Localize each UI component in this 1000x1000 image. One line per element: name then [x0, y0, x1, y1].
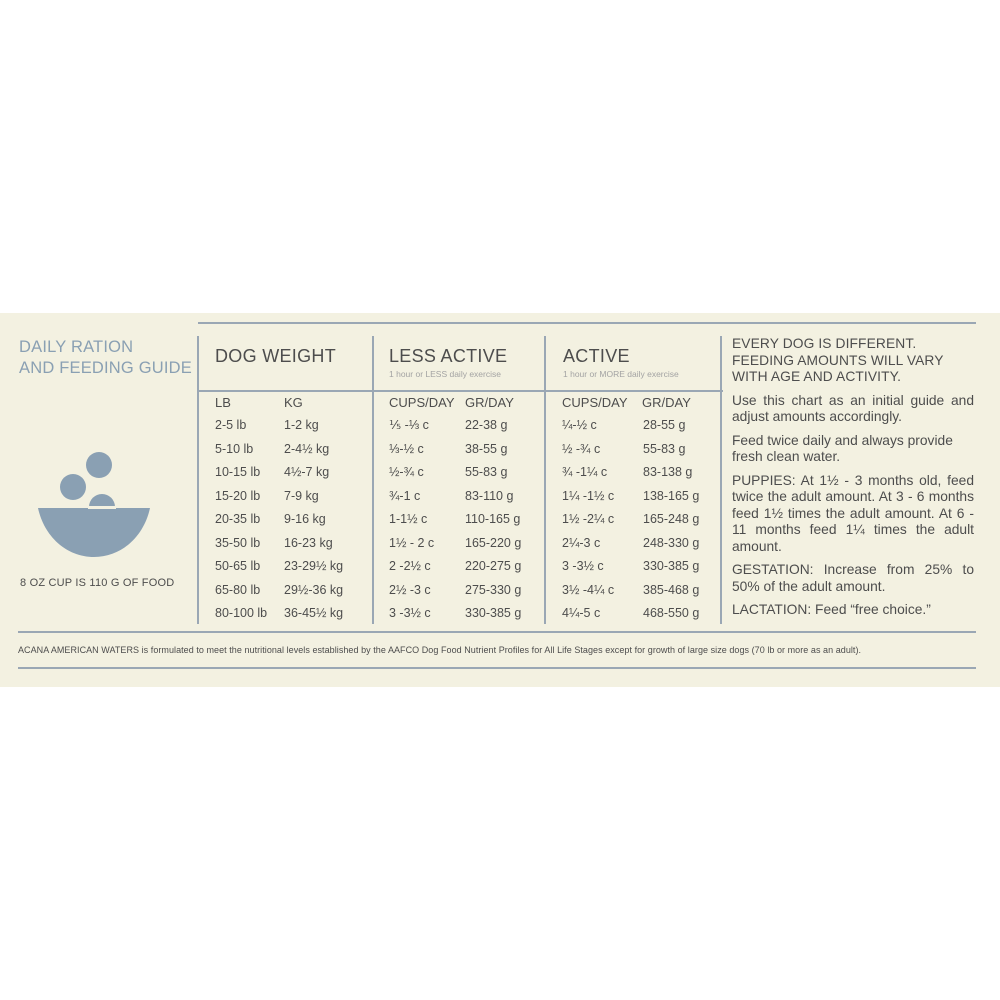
footnote: ACANA AMERICAN WATERS is formulated to meet the nutritional levels established by the AAFCO Dog Food Nutrient Profiles for All Life Stages except for growth of large size dogs (70 lb or more as an adult). — [18, 645, 862, 655]
lb-cell: 80-100 lb — [215, 606, 268, 620]
notes-puppies: PUPPIES: At 1½ - 3 months old, feed twice the adult amount. At 3 - 6 months feed 1½ times the adult amount. At 6 - 11 months feed 1¼ times the adult amount. — [732, 472, 974, 554]
bottom-rule — [18, 631, 976, 633]
less-active-heading: LESS ACTIVE — [389, 346, 508, 366]
active-cups-cell: ½ -¾ c — [562, 441, 601, 456]
kg-cell: 9-16 kg — [284, 512, 326, 526]
kg-cell: 4½-7 kg — [284, 465, 330, 479]
kg-cell: 29½-36 kg — [284, 582, 344, 597]
lb-cell: 20-35 lb — [215, 512, 261, 526]
less-active-gr-cell: 165-220 g — [465, 535, 522, 550]
footer-rule — [18, 667, 976, 669]
active-gr-cell: 248-330 g — [643, 535, 700, 550]
less-active-cups-cell: 2 -2½ c — [389, 559, 431, 573]
less-active-gr-cell: 55-83 g — [465, 465, 508, 479]
table-row — [0, 508, 720, 532]
cup-note: 8 OZ CUP IS 110 G OF FOOD — [20, 577, 175, 589]
lb-cell: 35-50 lb — [215, 535, 261, 550]
kg-subheading: KG — [284, 395, 303, 410]
notes-gestation: GESTATION: Increase from 25% to 50% of the adult amount. — [732, 562, 974, 594]
top-rule — [198, 322, 976, 324]
active-gr-cell: 138-165 g — [643, 488, 700, 503]
active-subtitle: 1 hour or MORE daily exercise — [563, 369, 679, 379]
table-row — [0, 579, 720, 603]
table-row — [0, 602, 720, 626]
kg-cell: 1-2 kg — [284, 418, 319, 432]
less-active-cups-subheading: CUPS/DAY — [389, 395, 455, 410]
active-cups-cell: 3½ -4¼ c — [562, 582, 615, 597]
active-cups-cell: 4¼-5 c — [562, 606, 601, 620]
active-gr-cell: 55-83 g — [643, 441, 686, 456]
active-cups-cell: 2¼-3 c — [562, 535, 601, 550]
guide-title — [19, 337, 194, 379]
active-cups-cell: 3 -3½ c — [562, 559, 604, 573]
notes-initial-guide: Use this chart as an initial guide and adjust amounts accordingly. — [732, 392, 974, 424]
lb-cell: 2-5 lb — [215, 418, 247, 432]
lb-cell: 10-15 lb — [215, 465, 261, 479]
lb-cell: 5-10 lb — [215, 441, 254, 456]
lb-cell: 15-20 lb — [215, 488, 261, 503]
less-active-cups-cell: 1-1½ c — [389, 512, 428, 526]
active-heading: ACTIVE — [563, 346, 630, 366]
column-divider — [720, 336, 722, 624]
notes-header: EVERY DOG IS DIFFERENT. FEEDING AMOUNTS WILL VARY WITH AGE AND ACTIVITY. — [732, 336, 944, 384]
less-active-gr-cell: 330-385 g — [465, 606, 522, 620]
less-active-cups-cell: ¾-1 c — [389, 488, 421, 503]
less-active-cups-cell: 1½ - 2 c — [389, 535, 435, 550]
active-cups-cell: ¾ -1¼ c — [562, 465, 608, 479]
active-gr-cell: 468-550 g — [643, 606, 700, 620]
kg-cell: 2-4½ kg — [284, 441, 330, 456]
kg-cell: 36-45½ kg — [284, 606, 344, 620]
less-active-cups-cell: ½-¾ c — [389, 465, 424, 479]
less-active-gr-subheading: GR/DAY — [465, 395, 514, 410]
lb-subheading: LB — [215, 395, 231, 410]
less-active-cups-cell: ⅓-½ c — [389, 441, 424, 456]
table-row — [0, 438, 720, 462]
active-gr-cell: 165-248 g — [643, 512, 700, 526]
active-cups-cell: 1¼ -1½ c — [562, 488, 615, 503]
active-gr-cell: 28-55 g — [643, 418, 686, 432]
guide-title-line2: AND FEEDING GUIDE — [19, 359, 193, 377]
kg-cell: 23-29½ kg — [284, 559, 344, 573]
dog-weight-heading: DOG WEIGHT — [215, 346, 336, 366]
feeding-table — [0, 414, 720, 626]
table-row — [0, 532, 720, 556]
kg-cell: 7-9 kg — [284, 488, 319, 503]
active-cups-subheading: CUPS/DAY — [562, 395, 628, 410]
active-gr-cell: 385-468 g — [643, 582, 700, 597]
less-active-gr-cell: 110-165 g — [465, 512, 521, 526]
table-row — [0, 555, 720, 579]
less-active-gr-cell: 22-38 g — [465, 418, 508, 432]
active-gr-cell: 330-385 g — [643, 559, 700, 573]
table-row — [0, 414, 720, 438]
kg-cell: 16-23 kg — [284, 535, 333, 550]
feeding-notes — [732, 336, 974, 626]
guide-title-line1: DAILY RATION — [19, 338, 134, 356]
less-active-gr-cell: 83-110 g — [465, 488, 514, 503]
notes-lactation: LACTATION: Feed “free choice.” — [732, 602, 931, 617]
header-rule — [198, 390, 723, 392]
table-row — [0, 485, 720, 509]
active-gr-cell: 83-138 g — [643, 465, 693, 479]
lb-cell: 50-65 lb — [215, 559, 261, 573]
less-active-cups-cell: ⅕ -⅓ c — [389, 418, 429, 432]
less-active-subtitle: 1 hour or LESS daily exercise — [389, 369, 501, 379]
less-active-gr-cell: 275-330 g — [465, 582, 522, 597]
less-active-gr-cell: 220-275 g — [465, 559, 522, 573]
less-active-gr-cell: 38-55 g — [465, 441, 508, 456]
lb-cell: 65-80 lb — [215, 582, 261, 597]
active-cups-cell: 1½ -2¼ c — [562, 512, 615, 526]
active-cups-cell: ¼-½ c — [562, 418, 597, 432]
notes-feed-twice: Feed twice daily and always provide fresh clean water. — [732, 432, 953, 464]
less-active-cups-cell: 3 -3½ c — [389, 606, 431, 620]
less-active-cups-cell: 2½ -3 c — [389, 582, 431, 597]
active-gr-subheading: GR/DAY — [642, 395, 691, 410]
table-row — [0, 461, 720, 485]
